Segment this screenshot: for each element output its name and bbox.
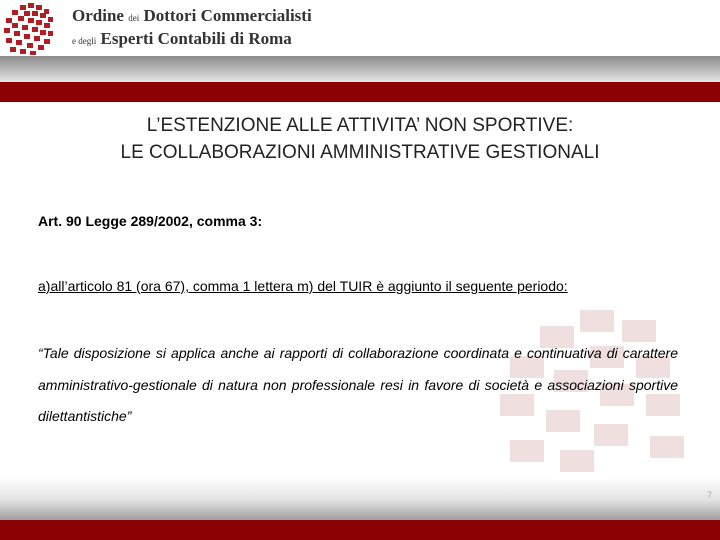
- organization-name: [72, 6, 312, 52]
- org-name-part1: Ordine: [72, 6, 124, 25]
- quoted-provision: “Tale disposizione si applica anche ai rapporti di collaborazione coordinata e continuativa di carattere amministrativo-gestionale di natura non professionale resi in favore di società e associazioni sportive dilettantistiche”: [38, 345, 678, 424]
- footer-grey-band: [0, 478, 720, 520]
- org-name-part2-rest: Esperti Contabili di Roma: [100, 29, 292, 48]
- amendment-paragraph: a)all’articolo 81 (ora 67), comma 1 lettera m) del TUIR è aggiunto il seguente periodo:: [38, 278, 568, 294]
- slide-header: [0, 0, 720, 58]
- slide-title-line1: L’ESTENZIONE ALLE ATTIVITA’ NON SPORTIVE:: [146, 115, 574, 136]
- slide-title: [0, 112, 720, 166]
- law-reference: Art. 90 Legge 289/2002, comma 3:: [38, 213, 263, 229]
- globe-logo-icon: [0, 0, 56, 56]
- org-name-part2-small: e degli: [72, 36, 97, 46]
- page-number: 7: [706, 490, 712, 500]
- footer-red-band: [0, 520, 720, 540]
- slide-title-line2: LE COLLABORAZIONI AMMINISTRATIVE GESTIONALI: [120, 142, 600, 163]
- org-name-part1-rest: Dottori Commercialisti: [143, 6, 312, 25]
- header-grey-band: [0, 56, 720, 82]
- header-red-band: [0, 82, 720, 102]
- org-name-part1-small: dei: [128, 13, 140, 23]
